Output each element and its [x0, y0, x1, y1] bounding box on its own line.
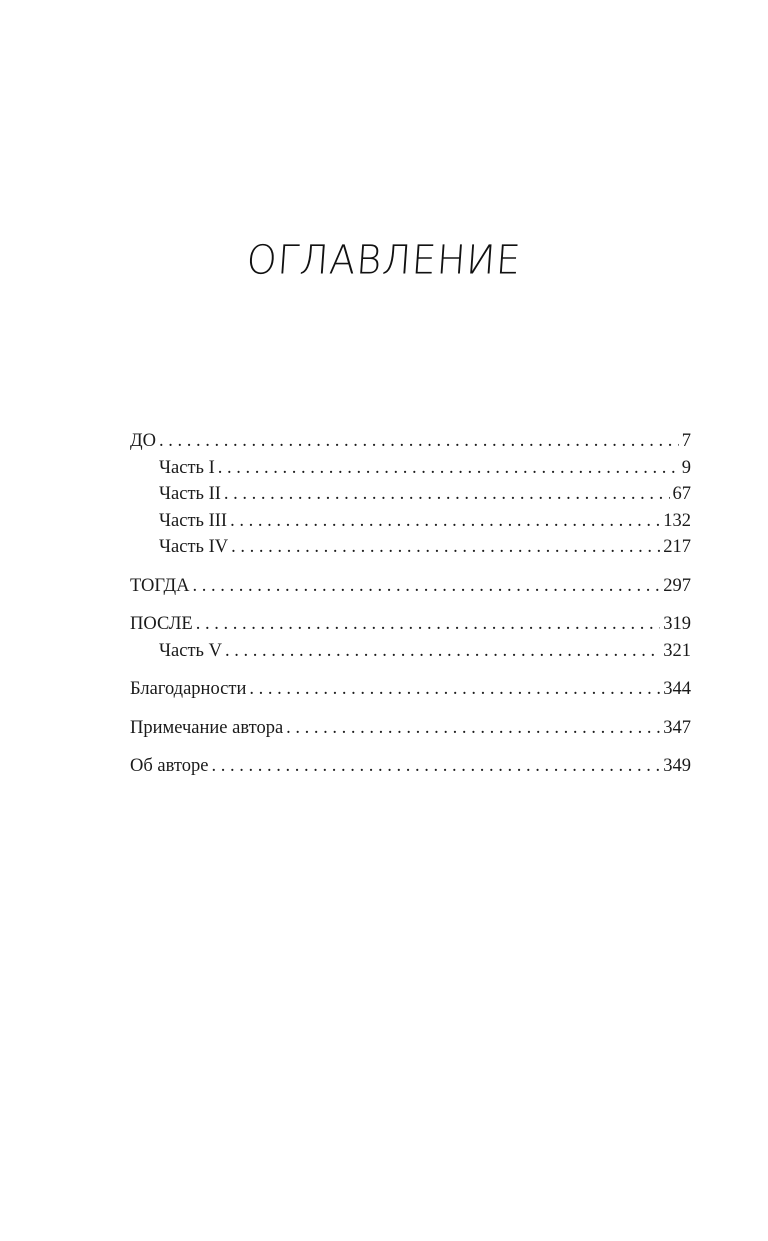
toc-entry-page: 132 — [663, 510, 691, 531]
toc-entry-label: Примечание автора — [130, 717, 284, 738]
toc-entry-label: Об авторе — [130, 756, 209, 776]
toc-entry-page: 297 — [663, 575, 691, 596]
toc-entry-page: 347 — [663, 717, 691, 738]
toc-entry-label: Часть V — [159, 640, 222, 661]
toc-entry-label: Благодарности — [130, 679, 247, 699]
page-title: ОГЛАВЛЕНИЕ — [245, 236, 523, 284]
toc-entry-page: 319 — [663, 614, 691, 634]
toc-entry-page: 9 — [681, 457, 691, 478]
toc-entry-label: ТОГДА — [130, 575, 190, 596]
toc-entry[interactable] — [130, 508, 691, 535]
toc-entry[interactable] — [130, 428, 691, 455]
toc-entry-page: 67 — [672, 484, 691, 504]
toc-leader-dots — [230, 508, 660, 535]
toc-entry[interactable] — [130, 573, 691, 600]
toc-entry-label: Часть II — [159, 484, 221, 504]
toc-leader-dots — [231, 534, 660, 561]
toc-leader-dots — [196, 611, 661, 638]
toc-leader-dots — [211, 753, 660, 780]
toc-entry-page: 349 — [663, 756, 691, 776]
table-of-contents — [130, 428, 691, 780]
toc-entry[interactable] — [130, 611, 691, 638]
toc-leader-dots — [218, 455, 679, 482]
toc-entry-label: ДО — [130, 431, 156, 451]
toc-entry[interactable] — [130, 455, 691, 482]
toc-leader-dots — [224, 481, 670, 508]
toc-entry-page: 7 — [681, 431, 691, 451]
toc-entry-page: 321 — [663, 640, 691, 661]
toc-entry-label: Часть IV — [159, 537, 229, 557]
toc-leader-dots — [286, 715, 660, 742]
toc-entry-page: 217 — [663, 537, 691, 557]
toc-entry[interactable] — [130, 676, 691, 703]
toc-entry[interactable] — [130, 715, 691, 742]
toc-entry-label: Часть I — [159, 457, 215, 478]
toc-entry[interactable] — [130, 638, 691, 665]
toc-leader-dots — [249, 676, 660, 703]
toc-entry-page: 344 — [663, 679, 691, 699]
toc-entry[interactable] — [130, 753, 691, 780]
toc-entry-label: ПОСЛЕ — [130, 614, 193, 634]
toc-leader-dots — [159, 428, 679, 455]
toc-leader-dots — [225, 638, 660, 665]
toc-entry[interactable] — [130, 534, 691, 561]
toc-leader-dots — [192, 573, 660, 600]
toc-entry-label: Часть III — [159, 510, 228, 531]
toc-entry[interactable] — [130, 481, 691, 508]
